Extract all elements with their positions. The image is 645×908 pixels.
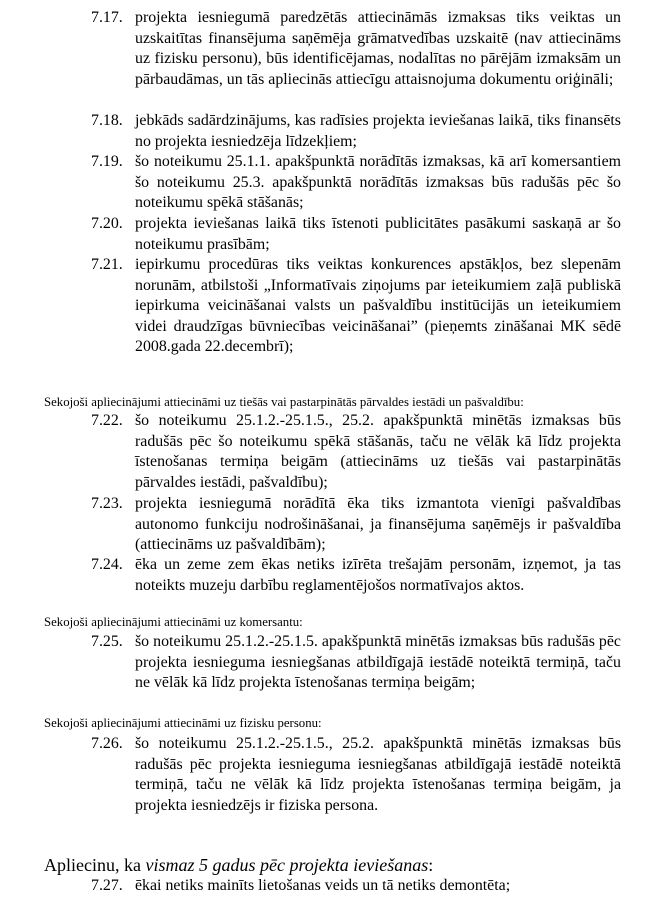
item-number: 7.23.	[91, 495, 123, 512]
item-number: 7.20.	[91, 215, 123, 232]
item-text: projekta ieviešanas laikā tiks īstenoti publicitātes pasākumi saskaņā ar šo noteikumu prasībām;	[135, 215, 621, 253]
item-number: 7.19.	[91, 153, 123, 170]
list-item-7-26	[91, 734, 621, 816]
item-text: šo noteikumu 25.1.2.-25.1.5., 25.2. apakšpunktā minētās izmaksas būs radušās pēc šo noteikumu spēkā stāšanās, taču ne vēlāk kā līdz projekta īstenošanas termiņa beigām (attiecināms uz tiešās vai pastarpinātās pārvaldes iestādi, pašvaldību);	[135, 412, 621, 491]
list-item-7-17	[91, 8, 621, 90]
section-note-company: Sekojoši apliecinājumi attiecināmi uz komersantu:	[44, 615, 303, 629]
item-text: ēkai netiks mainīts lietošanas veids un tā netiks demontēta;	[135, 877, 511, 894]
item-number: 7.24.	[91, 556, 123, 573]
item-text: šo noteikumu 25.1.1. apakšpunktā norādītās izmaksas, kā arī komersantiem šo noteikumu 25.3. apakšpunktā norādītās izmaksas būs radušās pēc šo noteikumu spēkā stāšanās;	[135, 153, 621, 212]
item-number: 7.21.	[91, 256, 123, 273]
item-number: 7.17.	[91, 9, 123, 26]
item-number: 7.22.	[91, 412, 123, 429]
item-text: šo noteikumu 25.1.2.-25.1.5. apakšpunktā minētās izmaksas būs radušās pēc projekta iesnieguma iesniegšanas atbildīgajā iestādē noteiktā termiņā, taču ne vēlāk kā līdz projekta īstenošanas termiņa beigām;	[135, 633, 621, 692]
item-text: jebkāds sadārdzinājums, kas radīsies projekta ieviešanas laikā, tiks finansēts no projekta iesniedzēja līdzekļiem;	[135, 112, 621, 150]
item-text: šo noteikumu 25.1.2.-25.1.5., 25.2. apakšpunktā minētās izmaksas būs radušās pēc projekta iesnieguma iesniegšanas atbildīgajā iestādē noteiktā termiņā, taču ne vēlāk kā līdz projekta īstenošanas termiņa beigām, ja projekta iesniedzējs ir fiziska persona.	[135, 735, 621, 814]
list-item-7-21	[91, 255, 621, 358]
list-item-7-18	[91, 111, 621, 152]
list-item-7-23	[91, 494, 621, 556]
heading-suffix: :	[428, 855, 434, 875]
list-item-7-22	[91, 411, 621, 493]
item-number: 7.18.	[91, 112, 123, 129]
list-item-7-25	[91, 632, 621, 694]
list-item-7-27	[91, 876, 621, 897]
list-item-7-19	[91, 152, 621, 214]
item-number: 7.26.	[91, 735, 123, 752]
section-note-person: Sekojoši apliecinājumi attiecināmi uz fizisku personu:	[44, 716, 322, 730]
item-number: 7.27.	[91, 877, 123, 894]
heading-prefix: Apliecinu, ka	[44, 855, 146, 875]
item-text: ēka un zeme zem ēkas netiks izīrēta trešajām personām, izņemot, ja tas noteikts muzeju darbību reglamentējošos normatīvajos aktos.	[135, 556, 621, 594]
item-text: projekta iesniegumā norādītā ēka tiks izmantota vienīgi pašvaldības autonomo funkciju nodrošināšanai, ja finansējuma saņēmējs ir pašvaldība (attiecināms uz pašvaldībām);	[135, 495, 621, 554]
item-text: projekta iesniegumā paredzētās attiecināmās izmaksas tiks veiktas un uzskaitītas finansējuma saņēmēja grāmatvedības uzskaitē (nav attiecināms uz fizisku personu), būs identificējamas, nodalītas no pārējām izmaksām un pārbaudāmas, un tās apliecinās attiecīgu attaisnojuma dokumentu oriģināli;	[135, 9, 621, 88]
item-text: iepirkumu procedūras tiks veiktas konkurences apstākļos, bez slepenām norunām, atbilstoši „Informatīvais ziņojums par ieteikumiem zaļā publiskā iepirkuma veicināšanai valsts un pašvaldību institūcijās un ieteikumiem videi draudzīgas būvniecības veicināšanai” (pieņemts zināšanai MK sēdē 2008.gada 22.decembrī);	[135, 256, 621, 356]
item-number: 7.25.	[91, 633, 123, 650]
list-item-7-20	[91, 214, 621, 255]
section-heading	[44, 854, 433, 876]
heading-italic: vismaz 5 gadus pēc projekta ieviešanas	[145, 855, 429, 875]
list-item-7-24	[91, 555, 621, 596]
section-note-public: Sekojoši apliecinājumi attiecināmi uz tiešās vai pastarpinātās pārvaldes iestādi un pašvaldību:	[44, 395, 524, 409]
